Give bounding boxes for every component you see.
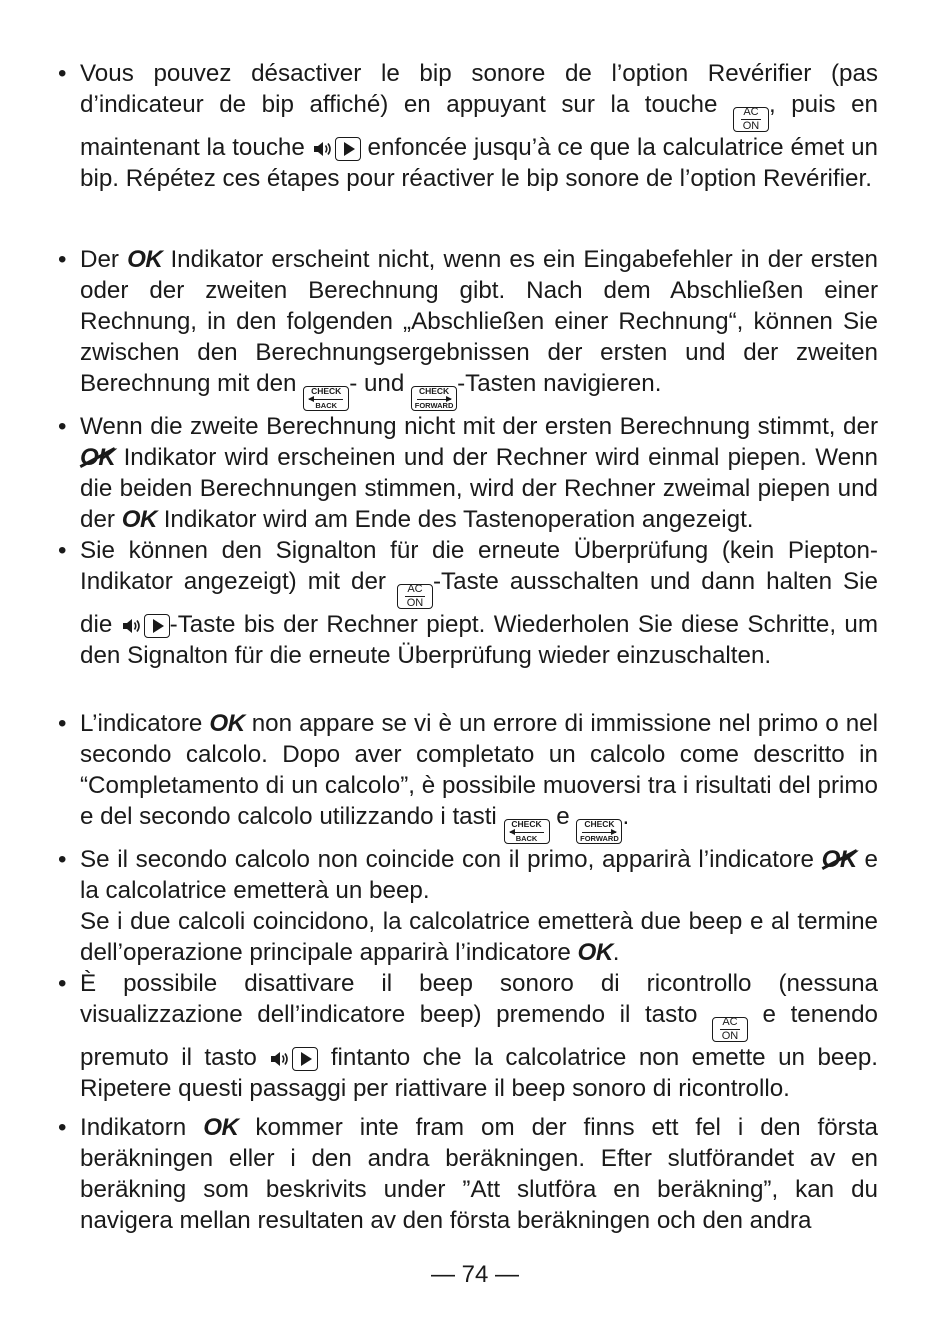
text-span: . <box>612 938 620 966</box>
text-span: e la calcolatrice emetterà un beep. <box>80 845 878 904</box>
check-back-key <box>504 819 550 844</box>
key-label: CHECK <box>584 819 615 829</box>
right-arrow-icon <box>417 399 451 400</box>
text-span: Se il secondo calcolo non coincide con il primo, apparirà l’indicatore <box>80 845 822 873</box>
text-span: Sie können den Signalton für die erneute Überprüfung (kein Piepton-Indikator angezeigt) mit der <box>80 536 878 595</box>
check-back-key <box>303 386 349 411</box>
list-item <box>58 244 878 411</box>
key-label: ON <box>721 1029 739 1042</box>
text-span: e tenendo premuto il tasto <box>80 1000 878 1071</box>
german-section <box>58 244 878 671</box>
play-triangle-icon <box>292 1047 318 1071</box>
swedish-section <box>58 1112 878 1236</box>
list-item <box>58 58 878 194</box>
ok-crossed-icon: OK <box>821 845 857 873</box>
check-forward-key <box>576 819 622 844</box>
text-span: - und <box>349 370 412 397</box>
list-item <box>58 411 878 535</box>
list-item <box>58 535 878 671</box>
check-forward-key <box>411 386 457 411</box>
key-label: CHECK <box>511 819 542 829</box>
key-label: ON <box>406 596 424 609</box>
sound-play-key <box>121 614 170 638</box>
key-label: FORWARD <box>414 400 454 410</box>
speaker-icon <box>312 139 332 159</box>
ok-indicator: OK <box>121 505 157 533</box>
text-span: e <box>549 803 577 830</box>
sound-play-key <box>269 1047 318 1071</box>
play-triangle-icon <box>144 614 170 638</box>
text-span: Indikatorn <box>80 1114 204 1141</box>
text-span: -Tasten navigieren. <box>457 370 662 397</box>
key-label: BACK <box>315 400 338 410</box>
ok-indicator: OK <box>127 246 163 273</box>
text-span: Der <box>80 246 128 273</box>
play-triangle-icon <box>335 137 361 161</box>
key-label: AC <box>743 106 759 118</box>
text-span: Vous pouvez désactiver le bip sonore de l’option Revérifier (pas d’indicateur de bip affiché) en appuyant sur la touche <box>80 60 878 118</box>
text-span: Indikator erscheint nicht, wenn es ein Eingabefehler in der ersten oder der zweiten Berechnung gibt. Nach dem Abschließen einer Rechnung, in den folgenden „Abschließen einer Rechnung“, können Sie zwischen den Berechnungsergebnissen der ersten und der zweiten Berechnung mit den <box>80 246 878 397</box>
french-section <box>58 58 878 194</box>
left-arrow-icon <box>309 399 343 400</box>
text-span: Wenn die zweite Berechnung nicht mit der ersten Berechnung stimmt, der <box>80 412 878 440</box>
text-span: Se i due calcoli coincidono, la calcolatrice emetterà due beep e al termine dell’operazione principale apparirà l’indicatore <box>80 907 878 966</box>
key-label: CHECK <box>418 386 450 396</box>
text-span: L’indicatore <box>80 710 210 737</box>
ac-on-key <box>733 107 769 132</box>
text-span: kommer inte fram om der finns ett fel i den första beräkningen eller i den andra beräkningen. Efter slutförandet av en beräkning som beskrivits under ”Att slutföra en beräkning”, kan du navigera mellan resultaten av den första beräkningen och den andra <box>80 1114 878 1234</box>
text-span: -Taste bis der Rechner piept. Wiederholen Sie diese Schritte, um den Signalton für die erneute Überprüfung wieder einzuschalten. <box>80 610 879 669</box>
italian-section <box>58 708 878 1104</box>
key-label: ON <box>742 120 760 132</box>
speaker-icon <box>121 616 141 636</box>
page-number: — 74 — <box>430 1261 520 1288</box>
list-item <box>58 708 878 844</box>
ok-crossed-icon: OK <box>80 443 116 471</box>
ok-indicator: OK <box>577 938 613 966</box>
text-span: , puis en maintenant la touche <box>80 91 878 161</box>
ac-on-key <box>397 584 433 609</box>
list-item <box>58 844 878 968</box>
key-label: AC <box>722 1015 738 1028</box>
ok-indicator: OK <box>203 1114 239 1141</box>
sound-play-key <box>312 137 361 161</box>
ok-indicator: OK <box>209 710 245 737</box>
text-span: Indikator wird am Ende des Tastenoperation angezeigt. <box>156 505 754 533</box>
text-span: Indikator wird erscheinen und der Rechner wird einmal piepen. Wenn die beiden Berechnungen stimmen, wird der Rechner zweimal piepen und der <box>80 443 878 533</box>
key-label: FORWARD <box>580 833 619 843</box>
text-span: . <box>622 803 630 830</box>
text-span: fintanto che la calcolatrice non emette un beep. Ripetere questi passaggi per riattivare il beep sonoro di ricontrollo. <box>80 1043 878 1102</box>
right-arrow-icon <box>582 832 616 833</box>
list-item <box>58 968 878 1104</box>
key-label: BACK <box>515 833 538 843</box>
list-item <box>58 1112 878 1236</box>
text-span: non appare se vi è un errore di immissione nel primo o nel secondo calcolo. Dopo aver completato un calcolo come descritto in “Completamento di un calcolo”, è possibile muoversi tra i risultati del primo e del secondo calcolo utilizzando i tasti <box>80 710 878 830</box>
text-span: È possibile disattivare il beep sonoro di ricontrollo (nessuna visualizzazione dell’indicatore beep) premendo il tasto <box>80 969 878 1028</box>
speaker-icon <box>269 1049 289 1069</box>
left-arrow-icon <box>510 832 544 833</box>
text-span: enfoncée jusqu’à ce que la calculatrice émet un bip. Répétez ces étapes pour réactiver le bip sonore de l’option Revérifier. <box>80 134 879 192</box>
key-label: AC <box>407 582 423 595</box>
key-label: CHECK <box>311 386 342 396</box>
text-span: -Taste ausschalten und dann halten Sie die <box>80 567 878 638</box>
ac-on-key <box>712 1017 748 1042</box>
